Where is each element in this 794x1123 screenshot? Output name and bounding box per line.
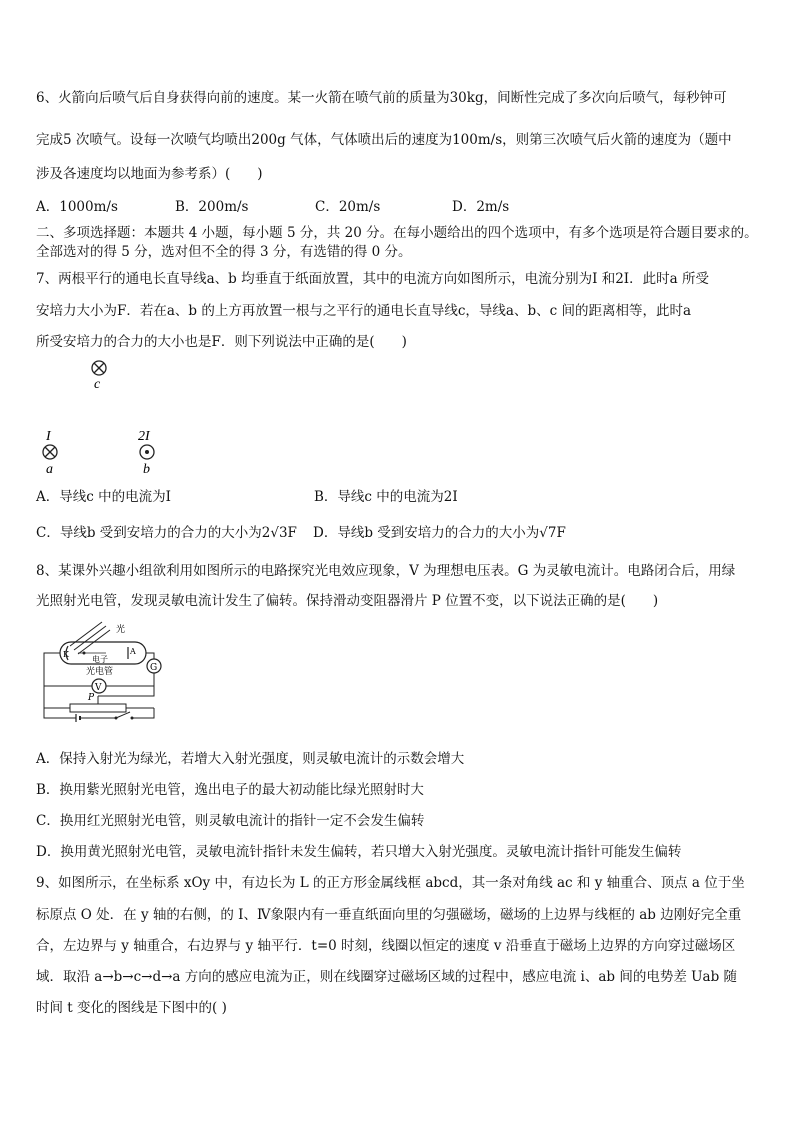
q8-option-a: A．保持入射光为绿光，若增大入射光强度，则灵敏电流计的示数会增大 <box>36 751 465 767</box>
label-V: V <box>95 683 102 693</box>
label-A: A <box>130 647 136 656</box>
q6-line1: 6、火箭向后喷气后自身获得向前的速度。某一火箭在喷气前的质量为30kg，间断性完成了多次向后喷气，每秒钟可 <box>36 90 727 106</box>
section2-line2: 全部选对的得 5 分，选对但不全的得 3 分，有选错的得 0 分。 <box>36 244 412 260</box>
q9-line5: 时间 t 变化的图线是下图中的( ) <box>36 1000 227 1016</box>
q6-option-a: A．1000m/s <box>36 199 118 215</box>
label-P: P <box>88 693 95 703</box>
q7-line3: 所受安培力的合力的大小也是F．则下列说法中正确的是( ) <box>36 334 407 350</box>
label-2I: 2I <box>138 429 150 444</box>
label-light: 光 <box>116 625 126 635</box>
label-c: c <box>94 377 101 392</box>
q6-option-d: D．2m/s <box>452 199 510 215</box>
label-b: b <box>143 462 150 477</box>
q8-option-c: C．换用红光照射光电管，则灵敏电流计的指针一定不会发生偏转 <box>36 813 425 829</box>
q9-line2: 标原点 O 处．在 y 轴的右侧，的 I、Ⅳ象限内有一垂直纸面向里的匀强磁场，磁场的上边界与线框的 ab 边刚好完全重 <box>36 907 742 923</box>
switch-icon <box>116 712 130 718</box>
q7-wire-figure <box>30 355 190 480</box>
q9-line1: 9、如图所示，在坐标系 xOy 中，有边长为 L 的正方形金属线框 abcd，其一条对角线 ac 和 y 轴重合、顶点 a 位于坐 <box>36 875 745 891</box>
q8-option-b: B．换用紫光照射光电管，逸出电子的最大初动能比绿光照射时大 <box>36 782 424 798</box>
q7-line2: 安培力大小为F．若在a、b 的上方再放置一根与之平行的通电长直导线c，导线a、b、c 间的距离相等，此时a <box>36 303 691 319</box>
q8-circuit-figure <box>36 620 166 738</box>
q9-line3: 合，左边界与 y 轴重合，右边界与 y 轴平行．t=0 时刻，线圈以恒定的速度 v 沿垂直于磁场上边界的方向穿过磁场区 <box>36 938 736 954</box>
q7-option-b: B．导线c 中的电流为2I <box>314 489 458 505</box>
rheostat <box>70 704 126 712</box>
section2-line1: 二、多项选择题：本题共 4 小题，每小题 5 分，共 20 分。在每小题给出的四个选项中，有多个选项是符合题目要求的。 <box>36 225 758 241</box>
q7-line1: 7、两根平行的通电长直导线a、b 均垂直于纸面放置，其中的电流方向如图所示，电流分别为I 和2I．此时a 所受 <box>36 271 709 287</box>
light-rays-icon <box>70 622 110 654</box>
q6-line3: 涉及各速度均以地面为参考系）( ) <box>36 166 263 182</box>
label-tube: 光电管 <box>86 667 114 677</box>
label-K: K <box>63 650 69 659</box>
q8-line1: 8、某课外兴趣小组欲利用如图所示的电路探究光电效应现象，V 为理想电压表。G 为灵敏电流计。电路闭合后，用绿 <box>36 563 736 579</box>
q7-option-d: D．导线b 受到安培力的合力的大小为√7F <box>313 525 566 541</box>
label-G: G <box>150 663 158 673</box>
q8-line2: 光照射光电管，发现灵敏电流计发生了偏转。保持滑动变阻器滑片 P 位置不变，以下说法正确的是( ) <box>36 593 659 609</box>
label-I: I <box>46 429 51 444</box>
q9-line4: 域．取沿 a→b→c→d→a 方向的感应电流为正，则在线圈穿过磁场区域的过程中，感应电流 i、ab 间的电势差 Uab 随 <box>36 969 738 985</box>
q8-option-d: D．换用黄光照射光电管，灵敏电流针指针未发生偏转，若只增大入射光强度。灵敏电流计指针可能发生偏转 <box>36 844 682 860</box>
label-a: a <box>46 462 53 477</box>
label-electron: 电子 <box>92 655 108 664</box>
q6-line2: 完成5 次喷气。设每一次喷气均喷出200g 气体，气体喷出后的速度为100m/s，则第三次喷气后火箭的速度为（题中 <box>36 132 732 148</box>
wire-c-into-page-icon <box>92 361 106 375</box>
q7-option-a: A．导线c 中的电流为I <box>36 489 171 505</box>
q7-option-c: C．导线b 受到安培力的合力的大小为2√3F <box>36 525 297 541</box>
q6-option-b: B．200m/s <box>175 199 249 215</box>
wire-b-out-of-page-icon <box>140 445 154 459</box>
q6-option-c: C．20m/s <box>315 199 381 215</box>
wire-a-into-page-icon <box>43 445 57 459</box>
